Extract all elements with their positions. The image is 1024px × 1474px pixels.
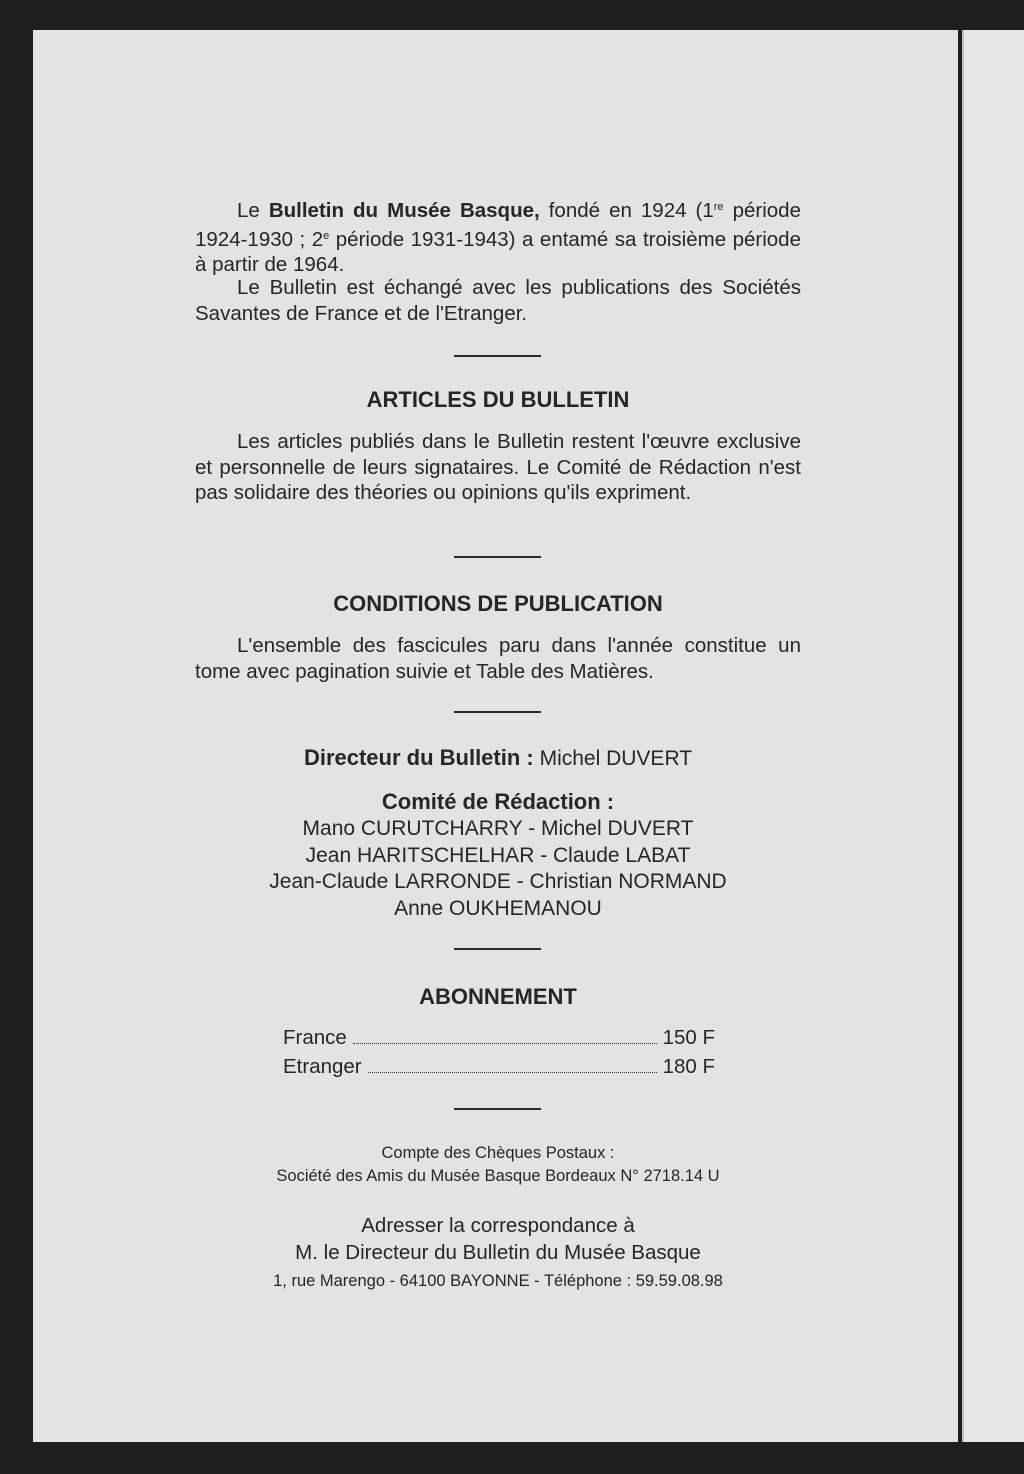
intro-paragraph-1 — [195, 195, 801, 278]
divider — [454, 711, 541, 713]
conditions-heading: CONDITIONS DE PUBLICATION — [333, 591, 663, 616]
committee-member: Mano CURUTCHARRY - Michel DUVERT — [302, 817, 694, 840]
price-value: 180 F — [662, 1055, 715, 1078]
director-name: Michel DUVERT — [539, 747, 693, 770]
divider — [454, 355, 541, 357]
dot-leader — [353, 1042, 657, 1044]
price-row-etranger — [283, 1055, 715, 1079]
committee-member: Jean-Claude LARRONDE - Christian NORMAND — [269, 870, 727, 893]
committee-label-text: Comité de Rédaction : — [381, 789, 615, 814]
intro-lead: Le — [237, 199, 260, 222]
committee-label — [195, 789, 801, 815]
address-line-1: Adresser la correspondance à — [361, 1214, 635, 1237]
price-label: France — [283, 1026, 347, 1049]
address-line-3: 1, rue Marengo - 64100 BAYONNE - Téléphone : 59.59.08.98 — [273, 1272, 723, 1290]
price-label: Etranger — [283, 1055, 362, 1078]
price-value: 150 F — [662, 1026, 715, 1049]
conditions-text: L'ensemble des fascicules paru dans l'année constitue un tome avec pagination suivie et Table des Matières. — [195, 634, 801, 683]
ccp-label: Compte des Chèques Postaux : — [381, 1144, 615, 1162]
abonnement-heading: ABONNEMENT — [419, 984, 577, 1009]
intro-paragraph-2: Le Bulletin est échangé avec les publications des Sociétés Savantes de France et de l'Etranger. — [195, 276, 801, 325]
articles-heading: ARTICLES DU BULLETIN — [366, 387, 630, 412]
price-row-france — [283, 1026, 715, 1050]
address-line-2: M. le Directeur du Bulletin du Musée Basque — [295, 1241, 701, 1264]
committee-member: Anne OUKHEMANOU — [394, 896, 602, 920]
director-label: Directeur du Bulletin : — [303, 745, 534, 770]
divider — [454, 1108, 541, 1110]
dot-leader — [368, 1071, 657, 1073]
bulletin-title: Bulletin du Musée Basque, — [268, 199, 540, 222]
sup-re: re — [713, 201, 724, 213]
sup-e: e — [323, 229, 330, 242]
director-line — [195, 745, 801, 772]
intro-text-b: période 1924-1930 ; 2 — [195, 199, 801, 251]
divider — [454, 556, 541, 558]
ccp-account: Société des Amis du Musée Basque Bordeaux N° 2718.14 U — [276, 1167, 720, 1185]
committee-members — [195, 816, 801, 922]
intro-text-a: fondé en 1924 (1 — [548, 199, 714, 222]
intro-text-c: période 1931-1943) a entamé sa troisième période à partir de 1964. — [195, 227, 801, 276]
divider — [454, 948, 541, 950]
committee-member: Jean HARITSCHELHAR - Claude LABAT — [305, 843, 691, 867]
facing-page-edge — [962, 30, 1024, 1442]
articles-text: Les articles publiés dans le Bulletin restent l'œuvre exclusive et personnelle de leurs signataires. Le Comité de Rédaction n'est pas solidaire des théories ou opinions qu'ils expriment. — [195, 430, 801, 504]
